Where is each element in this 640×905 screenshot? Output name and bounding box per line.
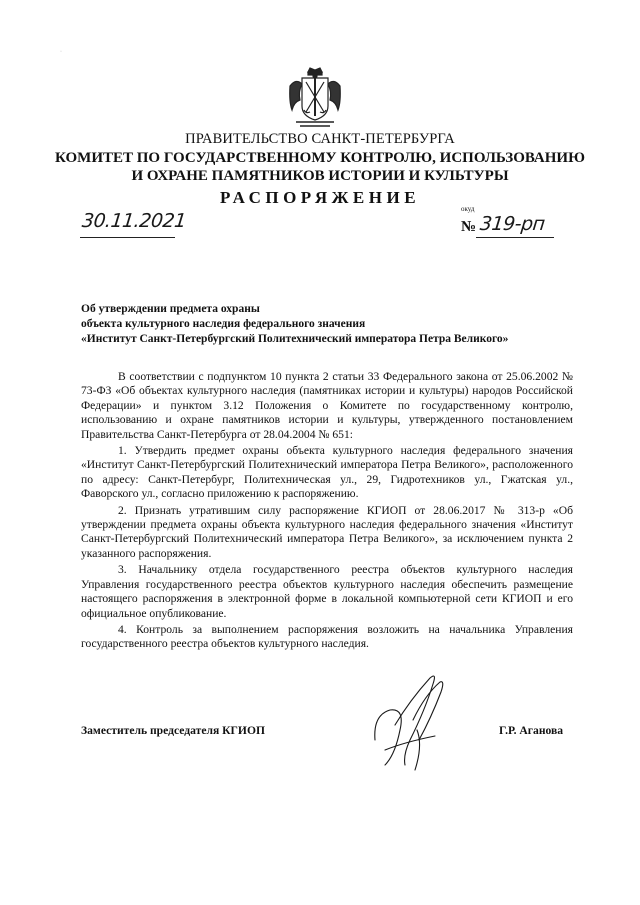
number-underline <box>476 237 554 238</box>
handwritten-signature <box>355 670 465 780</box>
signer-name: Г.Р. Аганова <box>499 724 564 737</box>
order-item-4: 4. Контроль за выполнением распоряжения возложить на начальника Управления государственного реестра объектов культурного наследия. <box>81 622 573 651</box>
document-number: 319-рп <box>478 213 546 235</box>
okud-label: окуд <box>461 205 475 213</box>
scan-dot: · <box>60 49 62 55</box>
government-name: ПРАВИТЕЛЬСТВО САНКТ-ПЕТЕРБУРГА <box>185 131 455 147</box>
document-subject <box>81 302 508 347</box>
order-item-3: 3. Начальнику отдела государственного реестра объектов культурного наследия Управления государственного реестра объектов культурного наследия обеспечить размещение настоящего распоряжения в электронной форме в локальной компьютерной сети КГИОП и его официальное опубликование. <box>81 563 573 620</box>
document-type: РАСПОРЯЖЕНИЕ <box>219 188 421 207</box>
document-date: 30.11.2021 <box>80 210 187 232</box>
preamble-paragraph: В соответствии с подпунктом 10 пункта 2 статьи 33 Федерального закона от 25.06.2002 № 73-ФЗ «Об объектах культурного наследия (памятниках истории и культуры) народов Российской Федерации» и пунктом 3.12 Положения о Комитете по государственному контролю, использованию и охране памятников истории и культуры, утвержденного постановлением Правительства Санкт-Петербурга от 28.04.2004 № 651: <box>81 370 573 441</box>
date-underline <box>80 237 175 238</box>
committee-name-line1: КОМИТЕТ ПО ГОСУДАРСТВЕННОМУ КОНТРОЛЮ, ИСПОЛЬЗОВАНИЮ <box>55 150 585 166</box>
coat-of-arms-icon <box>286 66 344 130</box>
order-item-1: 1. Утвердить предмет охраны объекта культурного наследия федерального значения «Институт Санкт-Петербургский Политехнический императора Петра Великого», расположенного по адресу: Санкт-Петербург, Политехническая ул., 29, Гидротехников ул., Гжатская ул., Фаворского ул., согласно приложению к распоряжению. <box>81 444 573 501</box>
subject-line: Об утверждении предмета охраны <box>81 303 260 315</box>
order-item-2: 2. Признать утратившим силу распоряжение КГИОП от 28.06.2017 № 313-р «Об утверждении предмета охраны объекта культурного наследия федерального значения «Институт Санкт-Петербургский Политехнический императора Петра Великого», за исключением пункта 2 указанного распоряжения. <box>81 503 573 560</box>
committee-name-line2: И ОХРАНЕ ПАМЯТНИКОВ ИСТОРИИ И КУЛЬТУРЫ <box>131 168 509 184</box>
subject-line: объекта культурного наследия федерального значения <box>81 318 366 330</box>
signer-position: Заместитель председателя КГИОП <box>81 724 265 737</box>
subject-line: «Институт Санкт-Петербургский Политехнический императора Петра Великого» <box>81 333 509 345</box>
document-body <box>81 370 573 654</box>
number-sign: № <box>461 219 477 235</box>
